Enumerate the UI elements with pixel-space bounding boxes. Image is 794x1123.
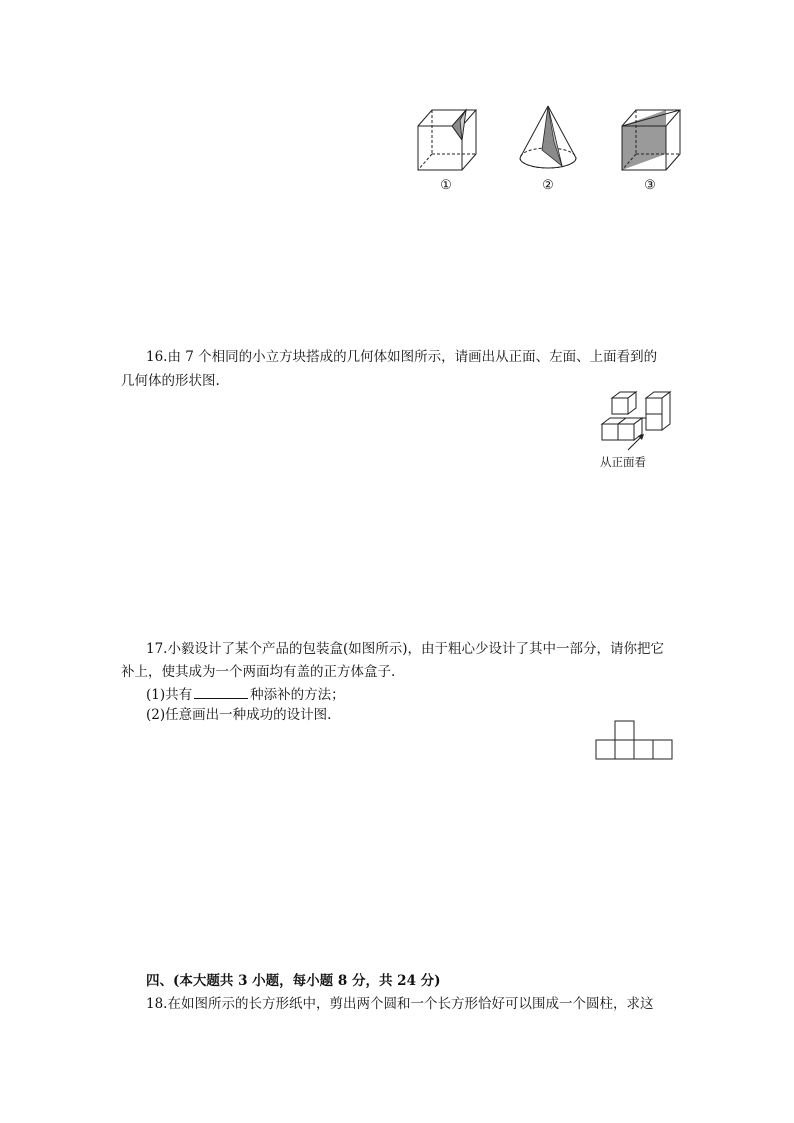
figure-label-1: ① [440,178,452,193]
q16-line1: 16.由 7 个相同的小立方块搭成的几何体如图所示，请画出从正面、左面、上面看到的 [146,349,658,365]
q17-sub2: (2)任意画出一种成功的设计图. [146,707,332,723]
q17-sub1 [146,684,345,706]
q18-line1: 18.在如图所示的长方形纸中，剪出两个圆和一个长方形恰好可以围成一个圆柱，求这 [146,996,654,1012]
q17-net-figure [595,720,675,766]
figure-label-3: ③ [644,178,656,193]
q16-line2: 几何体的形状图. [121,373,220,389]
figure-cube-1 [414,104,480,178]
q17-line2: 补上，使其成为一个两面均有盖的正方体盒子. [121,664,396,680]
figure-cone-2 [516,102,582,178]
figure-label-2: ② [542,178,554,193]
section4-heading: 四、(本大题共 3 小题，每小题 8 分，共 24 分) [146,973,441,989]
q17-line1: 17.小毅设计了某个产品的包装盒(如图所示)，由于粗心少设计了其中一部分，请你把它 [146,641,665,657]
q16-cube-stack-figure [598,390,680,458]
q17-answer-blank[interactable] [194,684,248,699]
figure-cube-3 [618,104,684,178]
q17-sub1-before: (1)共有 [146,687,193,703]
q17-sub1-after: 种添补的方法； [250,687,345,703]
q16-figure-caption: 从正面看 [600,455,646,469]
